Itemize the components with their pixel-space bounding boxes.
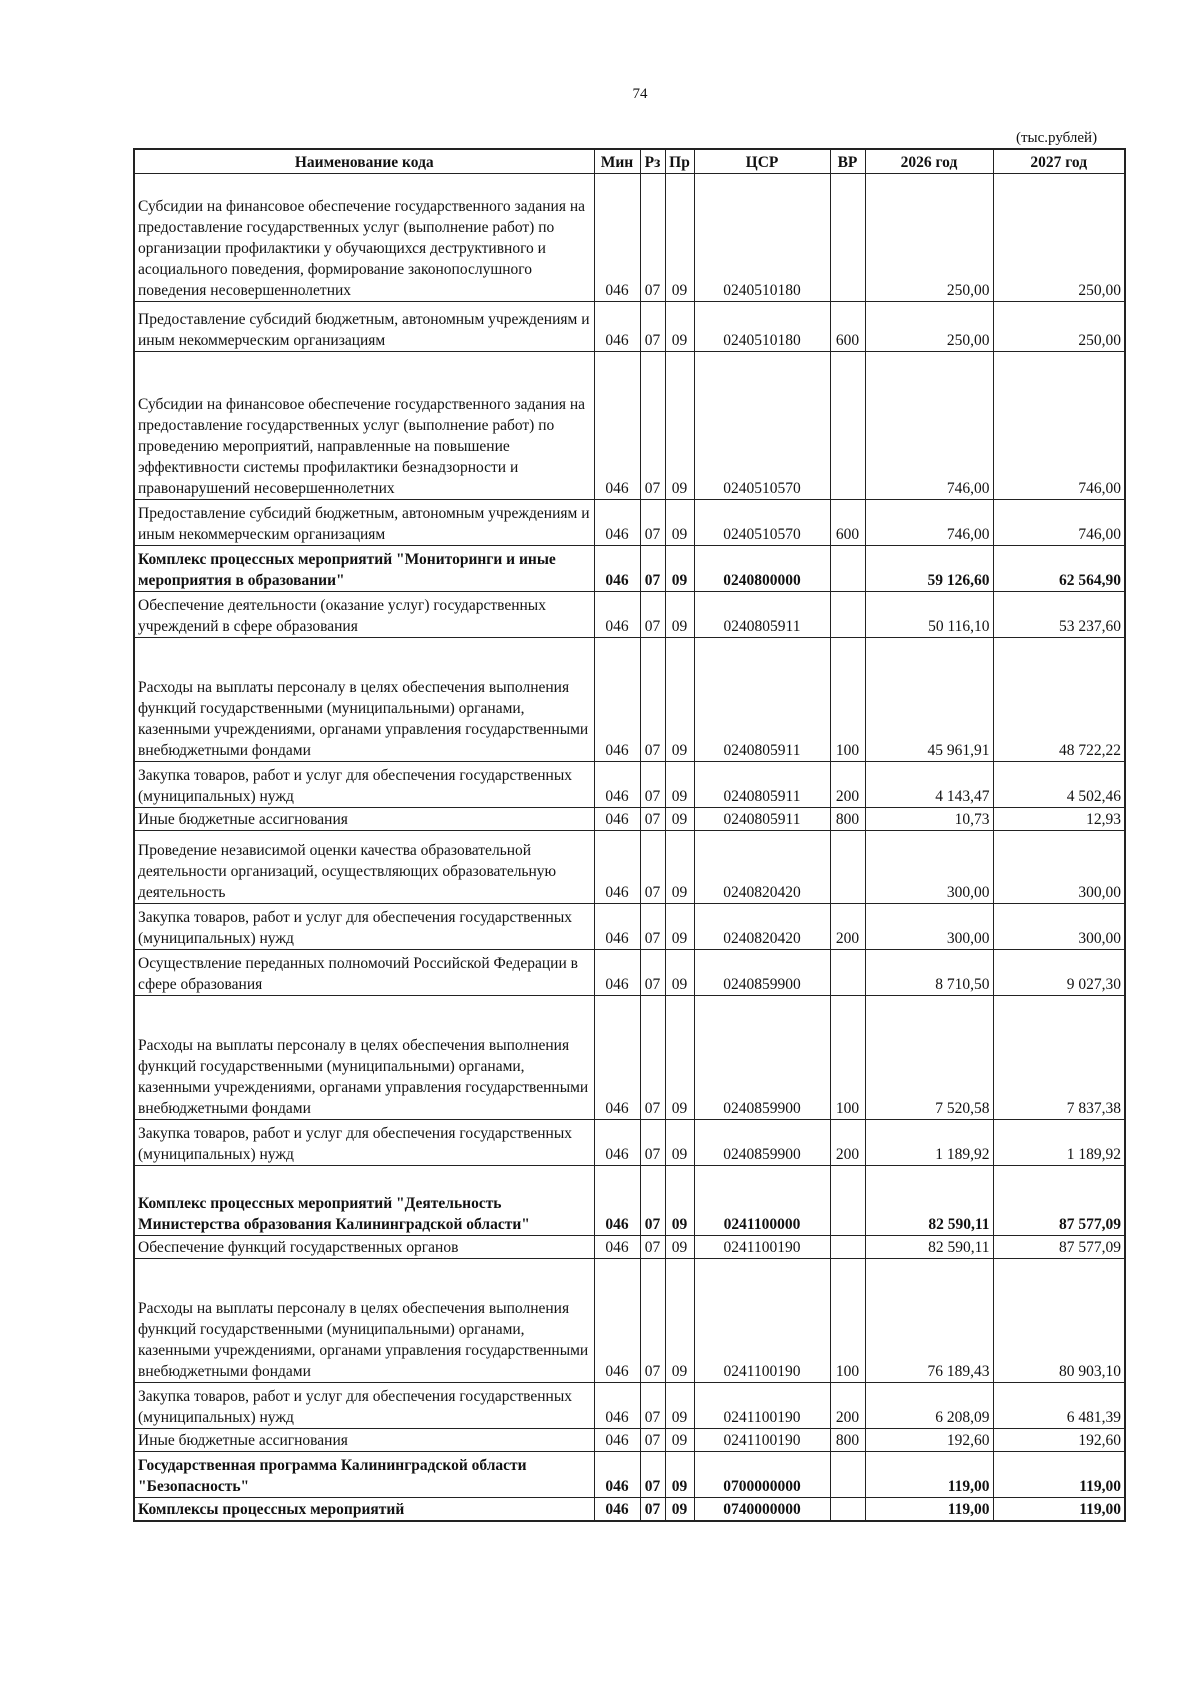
cell-csr: 0240510180 [694, 302, 830, 352]
cell-name: Проведение независимой оценки качества образовательной деятельности организаций, осуществляющих образовательную деятельность [134, 831, 594, 904]
cell-vr: 100 [830, 1259, 865, 1383]
cell-min: 046 [594, 352, 640, 500]
cell-csr: 0240800000 [694, 546, 830, 592]
cell-rz: 07 [640, 1383, 665, 1429]
cell-rz: 07 [640, 1166, 665, 1236]
cell-2026: 119,00 [865, 1452, 993, 1498]
units-label: (тыс.рублей) [1016, 130, 1098, 146]
table-row [134, 1259, 1125, 1383]
cell-2027: 119,00 [993, 1498, 1125, 1522]
cell-min: 046 [594, 1259, 640, 1383]
cell-name: Расходы на выплаты персоналу в целях обеспечения выполнения функций государственными (муниципальными) органами, казенными учреждениями, органами управления государственными внебюджетными фондами [134, 638, 594, 762]
page-number: 74 [632, 86, 648, 102]
cell-pr: 09 [665, 808, 694, 831]
cell-min: 046 [594, 546, 640, 592]
cell-name: Иные бюджетные ассигнования [134, 808, 594, 831]
cell-csr: 0241100190 [694, 1259, 830, 1383]
cell-min: 046 [594, 1166, 640, 1236]
table-row [134, 950, 1125, 996]
cell-name: Предоставление субсидий бюджетным, автономным учреждениям и иным некоммерческим организациям [134, 302, 594, 352]
cell-csr: 0240820420 [694, 831, 830, 904]
table-row [134, 996, 1125, 1120]
cell-pr: 09 [665, 302, 694, 352]
cell-rz: 07 [640, 808, 665, 831]
cell-vr: 600 [830, 302, 865, 352]
cell-name: Осуществление переданных полномочий Российской Федерации в сфере образования [134, 950, 594, 996]
cell-vr: 800 [830, 808, 865, 831]
cell-2026: 8 710,50 [865, 950, 993, 996]
cell-name: Расходы на выплаты персоналу в целях обеспечения выполнения функций государственными (муниципальными) органами, казенными учреждениями, органами управления государственными внебюджетными фондами [134, 996, 594, 1120]
cell-min: 046 [594, 762, 640, 808]
cell-2027: 6 481,39 [993, 1383, 1125, 1429]
cell-min: 046 [594, 831, 640, 904]
cell-vr: 100 [830, 996, 865, 1120]
cell-min: 046 [594, 904, 640, 950]
cell-csr: 0240820420 [694, 904, 830, 950]
cell-2026: 250,00 [865, 302, 993, 352]
cell-2026: 6 208,09 [865, 1383, 993, 1429]
cell-2026: 82 590,11 [865, 1166, 993, 1236]
cell-2027: 62 564,90 [993, 546, 1125, 592]
cell-rz: 07 [640, 950, 665, 996]
cell-2026: 746,00 [865, 500, 993, 546]
table-row [134, 1429, 1125, 1452]
cell-rz: 07 [640, 174, 665, 302]
cell-rz: 07 [640, 831, 665, 904]
cell-2027: 80 903,10 [993, 1259, 1125, 1383]
cell-min: 046 [594, 1120, 640, 1166]
cell-2027: 87 577,09 [993, 1236, 1125, 1259]
table-row [134, 174, 1125, 302]
cell-2026: 45 961,91 [865, 638, 993, 762]
cell-rz: 07 [640, 1259, 665, 1383]
cell-rz: 07 [640, 904, 665, 950]
cell-csr: 0240510180 [694, 174, 830, 302]
cell-csr: 0240510570 [694, 500, 830, 546]
cell-rz: 07 [640, 638, 665, 762]
cell-2027: 250,00 [993, 302, 1125, 352]
cell-csr: 0240859900 [694, 1120, 830, 1166]
cell-name: Государственная программа Калининградской области "Безопасность" [134, 1452, 594, 1498]
cell-csr: 0240805911 [694, 638, 830, 762]
table-row [134, 1498, 1125, 1522]
cell-2027: 87 577,09 [993, 1166, 1125, 1236]
cell-vr [830, 950, 865, 996]
cell-rz: 07 [640, 1120, 665, 1166]
cell-2027: 12,93 [993, 808, 1125, 831]
cell-2027: 7 837,38 [993, 996, 1125, 1120]
cell-vr: 200 [830, 1383, 865, 1429]
cell-vr [830, 546, 865, 592]
cell-min: 046 [594, 592, 640, 638]
cell-2026: 300,00 [865, 904, 993, 950]
cell-name: Комплекс процессных мероприятий "Мониторинги и иные мероприятия в образовании" [134, 546, 594, 592]
cell-min: 046 [594, 808, 640, 831]
cell-min: 046 [594, 302, 640, 352]
cell-rz: 07 [640, 302, 665, 352]
cell-2027: 9 027,30 [993, 950, 1125, 996]
cell-name: Субсидии на финансовое обеспечение государственного задания на предоставление государственных услуг (выполнение работ) по организации профилактики у обучающихся деструктивного и асоциального поведения, формирование законопослушного поведения несовершеннолетних [134, 174, 594, 302]
table-row [134, 1120, 1125, 1166]
cell-pr: 09 [665, 500, 694, 546]
cell-csr: 0241100190 [694, 1236, 830, 1259]
cell-2026: 59 126,60 [865, 546, 993, 592]
cell-min: 046 [594, 1383, 640, 1429]
table-row [134, 1383, 1125, 1429]
cell-min: 046 [594, 500, 640, 546]
cell-2026: 300,00 [865, 831, 993, 904]
cell-pr: 09 [665, 1166, 694, 1236]
cell-2027: 4 502,46 [993, 762, 1125, 808]
cell-2027: 53 237,60 [993, 592, 1125, 638]
cell-name: Закупка товаров, работ и услуг для обеспечения государственных (муниципальных) нужд [134, 762, 594, 808]
cell-rz: 07 [640, 1429, 665, 1452]
cell-2027: 300,00 [993, 831, 1125, 904]
cell-pr: 09 [665, 1452, 694, 1498]
cell-rz: 07 [640, 500, 665, 546]
header-csr: ЦСР [694, 149, 830, 174]
cell-csr: 0241100190 [694, 1383, 830, 1429]
cell-name: Расходы на выплаты персоналу в целях обеспечения выполнения функций государственными (муниципальными) органами, казенными учреждениями, органами управления государственными внебюджетными фондами [134, 1259, 594, 1383]
cell-pr: 09 [665, 1236, 694, 1259]
cell-pr: 09 [665, 904, 694, 950]
cell-pr: 09 [665, 1120, 694, 1166]
table-row [134, 500, 1125, 546]
cell-vr [830, 174, 865, 302]
cell-2027: 48 722,22 [993, 638, 1125, 762]
cell-csr: 0240805911 [694, 808, 830, 831]
cell-name: Обеспечение функций государственных органов [134, 1236, 594, 1259]
cell-name: Комплексы процессных мероприятий [134, 1498, 594, 1522]
cell-2027: 1 189,92 [993, 1120, 1125, 1166]
cell-rz: 07 [640, 1452, 665, 1498]
cell-2027: 746,00 [993, 500, 1125, 546]
cell-pr: 09 [665, 950, 694, 996]
table-body [134, 174, 1125, 1522]
cell-min: 046 [594, 1429, 640, 1452]
cell-2026: 1 189,92 [865, 1120, 993, 1166]
cell-pr: 09 [665, 352, 694, 500]
cell-vr [830, 1166, 865, 1236]
cell-min: 046 [594, 1236, 640, 1259]
table-row [134, 638, 1125, 762]
cell-rz: 07 [640, 1498, 665, 1522]
header-name: Наименование кода [134, 149, 594, 174]
cell-pr: 09 [665, 1259, 694, 1383]
cell-2026: 82 590,11 [865, 1236, 993, 1259]
cell-pr: 09 [665, 174, 694, 302]
budget-table [133, 148, 1126, 1522]
cell-2026: 250,00 [865, 174, 993, 302]
cell-2026: 119,00 [865, 1498, 993, 1522]
cell-csr: 0240859900 [694, 996, 830, 1120]
table-row [134, 592, 1125, 638]
cell-2026: 4 143,47 [865, 762, 993, 808]
cell-vr [830, 1498, 865, 1522]
table-row [134, 546, 1125, 592]
cell-vr: 800 [830, 1429, 865, 1452]
cell-vr [830, 1452, 865, 1498]
cell-vr [830, 352, 865, 500]
cell-csr: 0240805911 [694, 592, 830, 638]
table-row [134, 904, 1125, 950]
cell-csr: 0240805911 [694, 762, 830, 808]
cell-pr: 09 [665, 996, 694, 1120]
cell-2027: 192,60 [993, 1429, 1125, 1452]
cell-name: Предоставление субсидий бюджетным, автономным учреждениям и иным некоммерческим организациям [134, 500, 594, 546]
cell-pr: 09 [665, 1429, 694, 1452]
cell-rz: 07 [640, 592, 665, 638]
cell-2027: 746,00 [993, 352, 1125, 500]
cell-2026: 192,60 [865, 1429, 993, 1452]
cell-name: Закупка товаров, работ и услуг для обеспечения государственных (муниципальных) нужд [134, 1383, 594, 1429]
cell-vr [830, 592, 865, 638]
cell-2027: 119,00 [993, 1452, 1125, 1498]
cell-2026: 7 520,58 [865, 996, 993, 1120]
cell-vr: 200 [830, 904, 865, 950]
table-row [134, 302, 1125, 352]
cell-vr [830, 1236, 865, 1259]
table-row [134, 352, 1125, 500]
cell-rz: 07 [640, 762, 665, 808]
cell-2027: 300,00 [993, 904, 1125, 950]
cell-2026: 746,00 [865, 352, 993, 500]
cell-pr: 09 [665, 1498, 694, 1522]
cell-min: 046 [594, 1452, 640, 1498]
cell-rz: 07 [640, 546, 665, 592]
cell-pr: 09 [665, 592, 694, 638]
cell-min: 046 [594, 638, 640, 762]
cell-name: Закупка товаров, работ и услуг для обеспечения государственных (муниципальных) нужд [134, 904, 594, 950]
cell-2026: 76 189,43 [865, 1259, 993, 1383]
header-2026: 2026 год [865, 149, 993, 174]
cell-min: 046 [594, 950, 640, 996]
cell-name: Иные бюджетные ассигнования [134, 1429, 594, 1452]
table-row [134, 1166, 1125, 1236]
header-pr: Пр [665, 149, 694, 174]
cell-csr: 0240859900 [694, 950, 830, 996]
cell-2026: 10,73 [865, 808, 993, 831]
cell-min: 046 [594, 174, 640, 302]
cell-csr: 0740000000 [694, 1498, 830, 1522]
cell-csr: 0700000000 [694, 1452, 830, 1498]
cell-csr: 0241100000 [694, 1166, 830, 1236]
cell-pr: 09 [665, 1383, 694, 1429]
cell-name: Закупка товаров, работ и услуг для обеспечения государственных (муниципальных) нужд [134, 1120, 594, 1166]
cell-vr: 200 [830, 762, 865, 808]
cell-csr: 0240510570 [694, 352, 830, 500]
cell-pr: 09 [665, 546, 694, 592]
cell-vr [830, 831, 865, 904]
table-row [134, 808, 1125, 831]
cell-vr: 200 [830, 1120, 865, 1166]
header-2027: 2027 год [993, 149, 1125, 174]
cell-rz: 07 [640, 996, 665, 1120]
cell-csr: 0241100190 [694, 1429, 830, 1452]
cell-vr: 600 [830, 500, 865, 546]
header-min: Мин [594, 149, 640, 174]
cell-min: 046 [594, 1498, 640, 1522]
cell-pr: 09 [665, 831, 694, 904]
cell-name: Субсидии на финансовое обеспечение государственного задания на предоставление государственных услуг (выполнение работ) по проведению мероприятий, направленные на повышение эффективности системы профилактики безнадзорности и правонарушений несовершеннолетних [134, 352, 594, 500]
header-rz: Рз [640, 149, 665, 174]
cell-pr: 09 [665, 762, 694, 808]
cell-name: Комплекс процессных мероприятий "Деятельность Министерства образования Калининградской области" [134, 1166, 594, 1236]
cell-pr: 09 [665, 638, 694, 762]
table-row [134, 1236, 1125, 1259]
cell-min: 046 [594, 996, 640, 1120]
table-row [134, 762, 1125, 808]
table-header-row [134, 149, 1125, 174]
cell-name: Обеспечение деятельности (оказание услуг) государственных учреждений в сфере образования [134, 592, 594, 638]
table-row [134, 1452, 1125, 1498]
cell-rz: 07 [640, 352, 665, 500]
cell-2027: 250,00 [993, 174, 1125, 302]
cell-rz: 07 [640, 1236, 665, 1259]
cell-vr: 100 [830, 638, 865, 762]
header-vr: ВР [830, 149, 865, 174]
cell-2026: 50 116,10 [865, 592, 993, 638]
table-row [134, 831, 1125, 904]
